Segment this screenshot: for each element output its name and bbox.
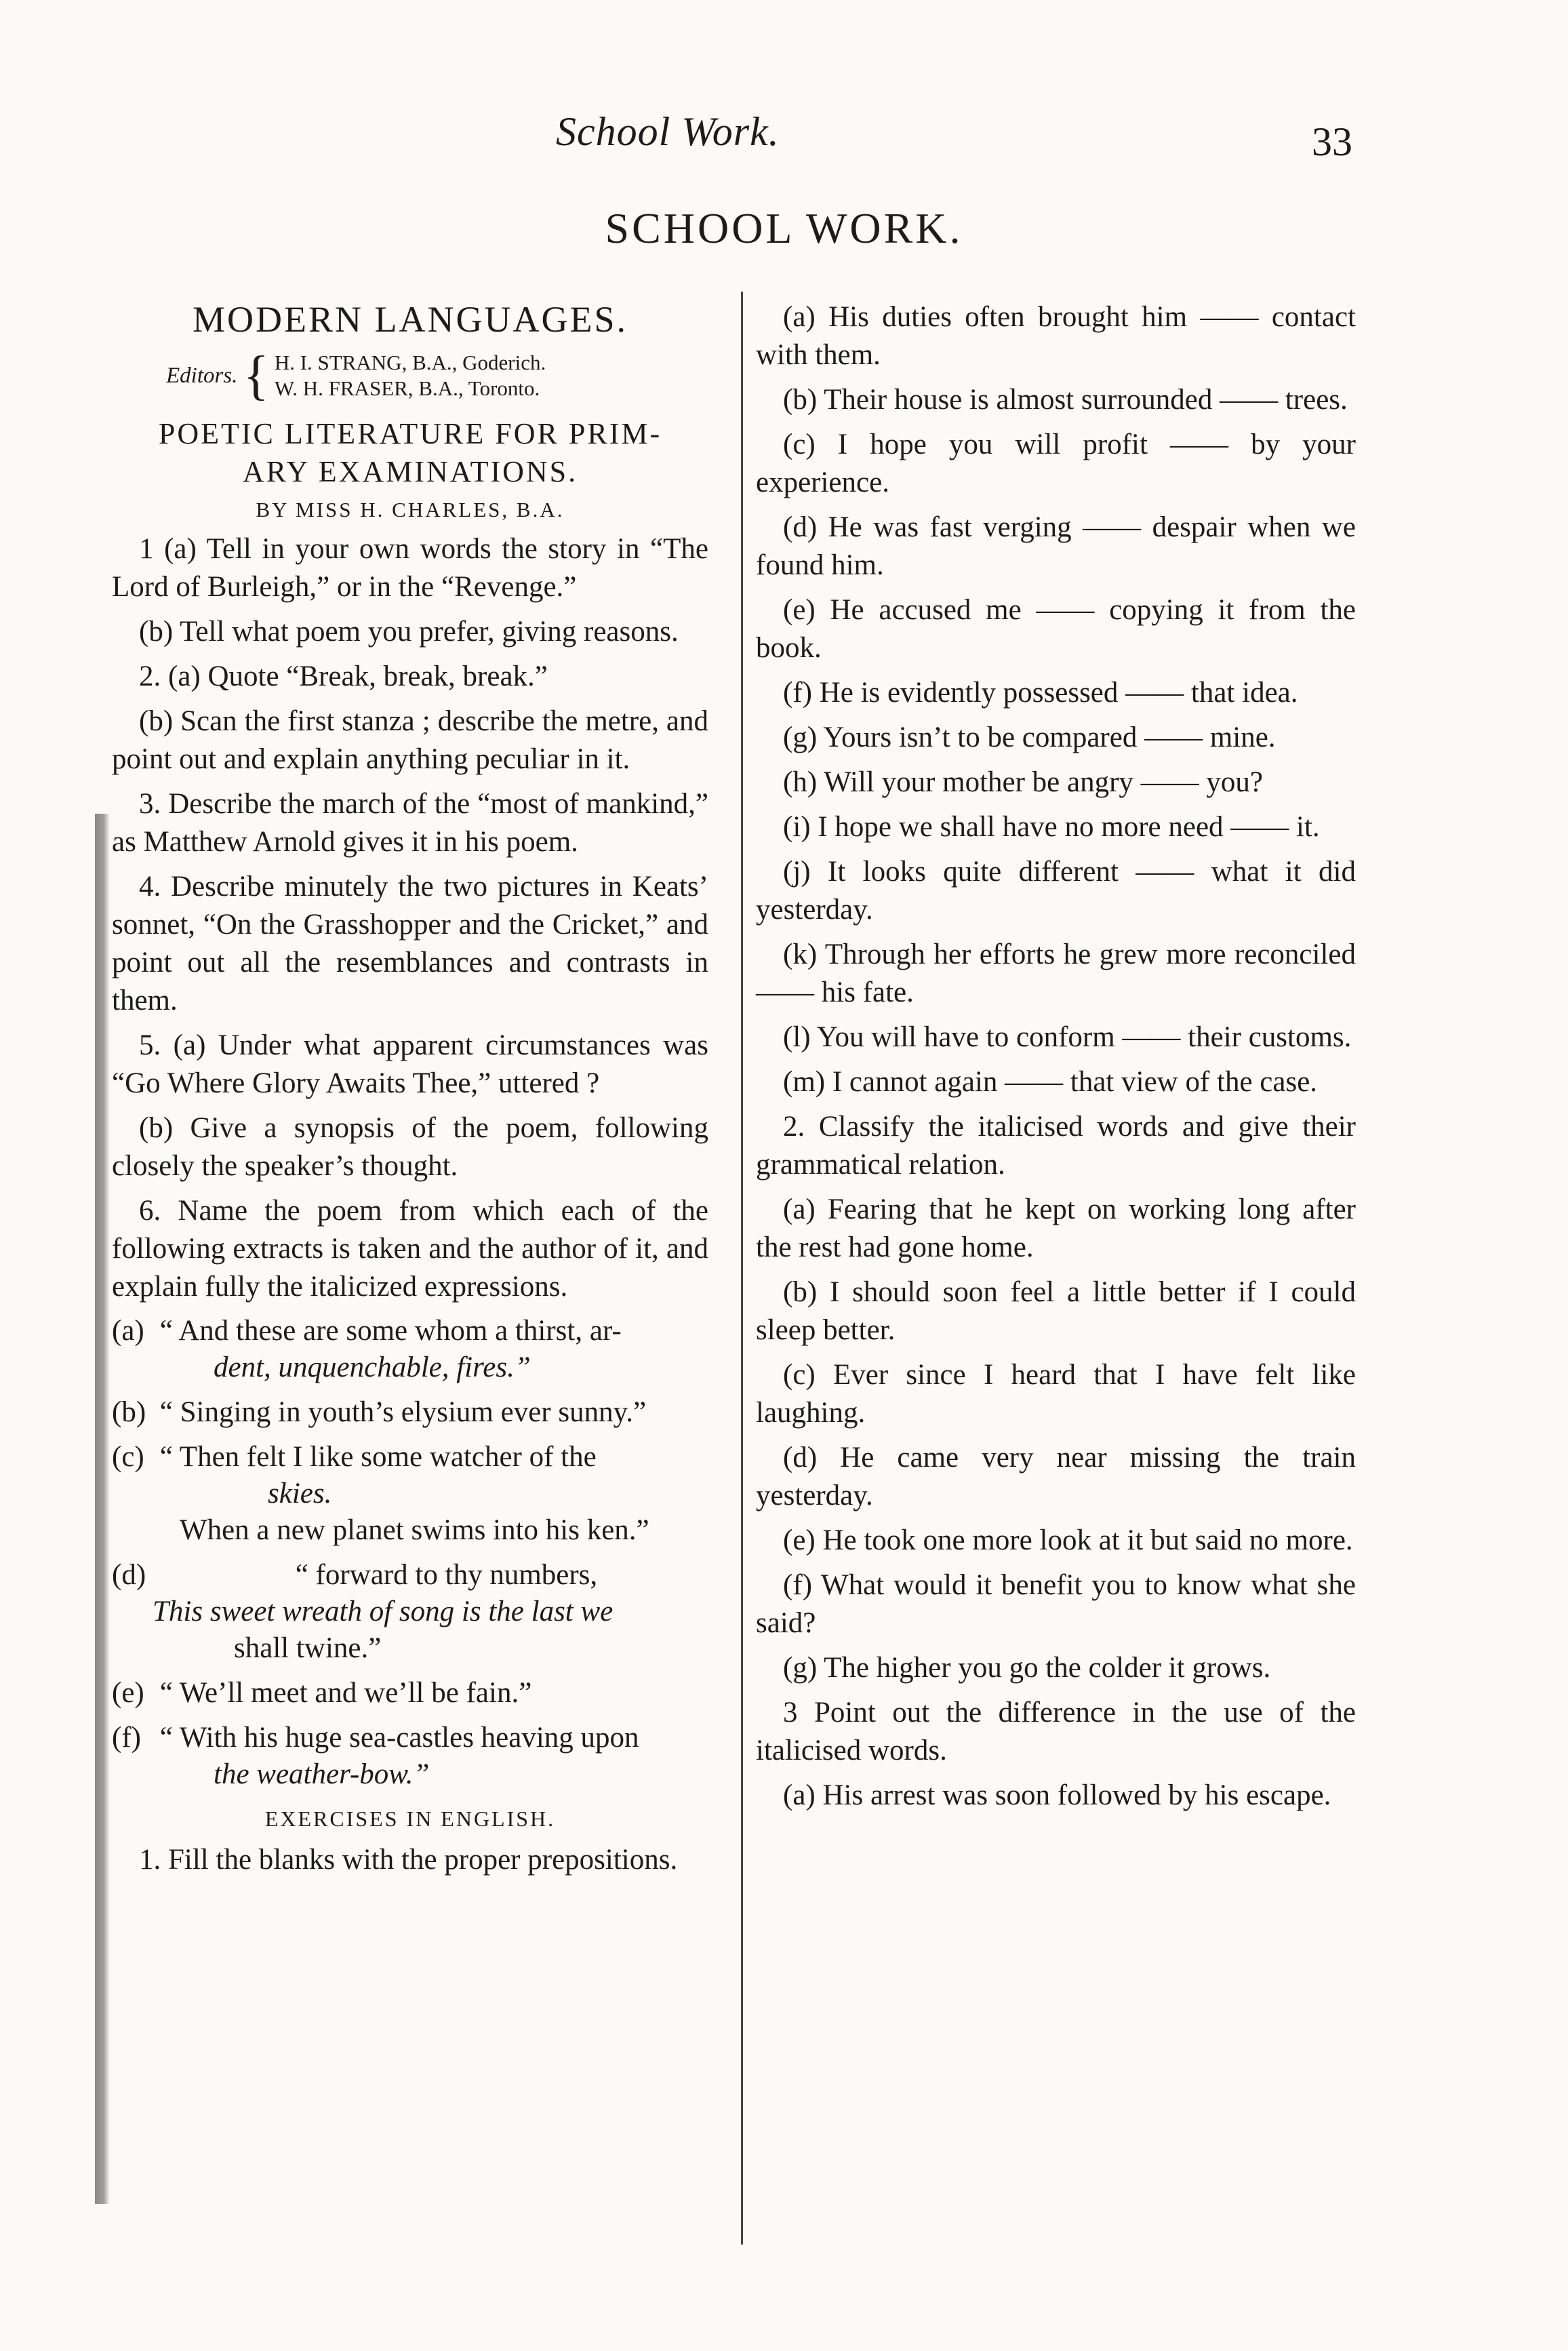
exercises-heading: EXERCISES IN ENGLISH.	[264, 1806, 556, 1831]
article-title	[112, 415, 708, 491]
exercise-item: (c) I hope you will profit —— by your experience.	[756, 429, 1356, 498]
quote-label: (b)	[112, 1396, 146, 1428]
article-title-line: POETIC LITERATURE FOR PRIM-	[158, 417, 662, 450]
quote-line: “ We’ll meet and we’ll be fain.”	[159, 1677, 532, 1709]
quote-extract	[112, 1439, 708, 1549]
question-paragraph: 6. Name the poem from which each of the following extracts is taken and the author of it, and explain fully the italicized expressions.	[112, 1195, 708, 1303]
question-paragraph: (b) Give a synopsis of the poem, following closely the speaker’s thought.	[112, 1112, 708, 1182]
quote-extract	[112, 1675, 708, 1712]
exercise-item: (g) Yours isn’t to be compared —— mine.	[783, 722, 1276, 753]
quote-label: (c)	[112, 1441, 144, 1473]
quote-line: “ Singing in youth’s elysium ever sunny.”	[159, 1396, 647, 1428]
exercise-item: (h) Will your mother be angry —— you?	[783, 766, 1264, 798]
quote-line: shall twine.”	[234, 1632, 382, 1664]
exercise-item: (m) I cannot again —— that view of the case.	[783, 1066, 1318, 1098]
brace-glyph: {	[243, 346, 269, 406]
quote-line: “ Then felt I like some watcher of the	[159, 1441, 597, 1473]
question-paragraph: 5. (a) Under what apparent circumstances was “Go Where Glory Awaits Thee,” uttered ?	[112, 1029, 708, 1099]
question-paragraph: 3. Describe the march of the “most of mankind,” as Matthew Arnold gives it in his poem.	[112, 788, 708, 858]
exercise-item: (b) Their house is almost surrounded —— trees.	[783, 384, 1348, 416]
column-divider	[741, 292, 743, 2245]
section-title: MODERN LANGUAGES.	[193, 299, 628, 340]
exercise-item: (i) I hope we shall have no more need —— it.	[783, 811, 1320, 843]
quote-label: (d)	[112, 1559, 146, 1591]
quote-line: This sweet wreath of song is the last we	[153, 1596, 614, 1627]
quote-line: “ With his huge sea-castles heaving upon	[159, 1722, 639, 1754]
question-paragraph: 1 (a) Tell in your own words the story in “The Lord of Burleigh,” or in the “Revenge.”	[112, 533, 708, 603]
editor-name: H. I. STRANG, B.A., Goderich.	[274, 351, 546, 374]
page-number: 33	[1312, 119, 1352, 164]
editors-block	[166, 346, 708, 406]
exercise-item: (f) What would it benefit you to know what she said?	[756, 1569, 1356, 1639]
quote-extract	[112, 1313, 708, 1386]
quote-line: skies.	[268, 1478, 332, 1509]
editor-name: W. H. FRASER, B.A., Toronto.	[274, 376, 540, 400]
quote-extract	[112, 1557, 708, 1667]
editors-list	[275, 350, 546, 401]
exercise-item: (d) He was fast verging —— despair when we found him.	[756, 511, 1356, 581]
exercise-item: (k) Through her efforts he grew more reconciled —— his fate.	[756, 939, 1356, 1008]
exercise-item: 2. Classify the italicised words and give their grammatical relation.	[756, 1111, 1356, 1181]
quote-line: “ forward to thy numbers,	[295, 1559, 598, 1591]
exercise-paragraph: 1. Fill the blanks with the proper prepositions.	[139, 1844, 678, 1876]
quote-line: dent, unquenchable, fires.”	[214, 1351, 531, 1383]
article-author: BY MISS H. CHARLES, B.A.	[256, 498, 565, 521]
quote-extract	[112, 1394, 708, 1431]
exercise-item: (d) He came very near missing the train yesterday.	[756, 1442, 1356, 1512]
question-paragraph: 4. Describe minutely the two pictures in Keats’ sonnet, “On the Grasshopper and the Cricket,” and point out all the resemblances and contrasts in them.	[112, 871, 708, 1016]
quote-label: (f)	[112, 1722, 141, 1754]
exercise-item: (l) You will have to conform —— their customs.	[783, 1021, 1352, 1053]
question-paragraph: (b) Scan the first stanza ; describe the metre, and point out and explain anything peculiar in it.	[112, 705, 708, 775]
quote-extract	[112, 1720, 708, 1793]
running-head: School Work.	[556, 109, 780, 154]
quote-line: When a new planet swims into his ken.”	[180, 1514, 649, 1546]
quote-label: (e)	[112, 1677, 144, 1709]
exercise-item: (j) It looks quite different —— what it did yesterday.	[756, 856, 1356, 926]
exercise-item: (a) His arrest was soon followed by his escape.	[783, 1779, 1331, 1811]
exercise-item: (f) He is evidently possessed —— that idea.	[783, 677, 1298, 709]
exercise-item: (e) He accused me —— copying it from the book.	[756, 594, 1356, 664]
exercise-item: (g) The higher you go the colder it grows.	[783, 1652, 1271, 1684]
question-paragraph: 2. (a) Quote “Break, break, break.”	[139, 660, 548, 692]
exercise-item: (b) I should soon feel a little better if I could sleep better.	[756, 1276, 1356, 1346]
exercise-item: (e) He took one more look at it but said no more.	[783, 1524, 1353, 1556]
binding-shadow	[95, 814, 110, 2204]
quote-line: “ And these are some whom a thirst, ar-	[159, 1315, 622, 1347]
exercise-item: 3 Point out the difference in the use of the italicised words.	[756, 1697, 1356, 1766]
exercise-item: (a) Fearing that he kept on working long after the rest had gone home.	[756, 1193, 1356, 1263]
exercise-item: (c) Ever since I heard that I have felt like laughing.	[756, 1359, 1356, 1429]
question-paragraph: (b) Tell what poem you prefer, giving reasons.	[139, 616, 679, 648]
editors-label: Editors.	[166, 363, 238, 388]
quote-line: the weather-bow.”	[214, 1758, 430, 1790]
page-title: SCHOOL WORK.	[605, 204, 963, 252]
exercise-item: (a) His duties often brought him —— contact with them.	[756, 301, 1356, 371]
right-column	[756, 298, 1356, 1821]
quote-label: (a)	[112, 1315, 144, 1347]
article-title-line: ARY EXAMINATIONS.	[242, 455, 578, 488]
left-column	[112, 298, 708, 1886]
